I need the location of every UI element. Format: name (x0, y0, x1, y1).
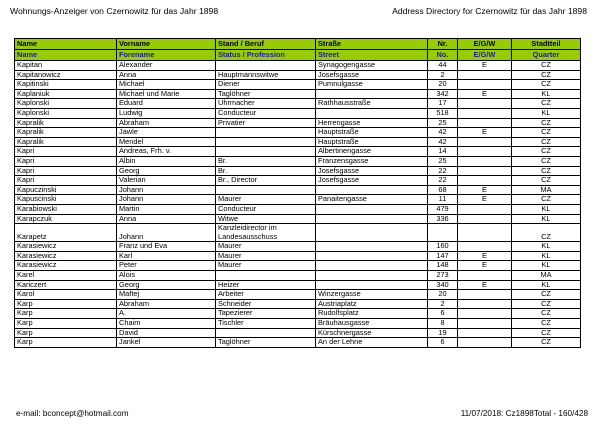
cell-egw (458, 242, 512, 252)
cell-profession: Hauptmannswitwe (216, 70, 316, 80)
table-row (15, 99, 581, 109)
cell-street: Winzergasse (316, 290, 428, 300)
cell-profession: Maurer (216, 261, 316, 271)
cell-name: Kaplonski (15, 108, 117, 118)
cell-forename: Franz und Eva (117, 242, 216, 252)
cell-profession: Arbeiter (216, 290, 316, 300)
cell-quarter: KL (512, 89, 581, 99)
cell-street (316, 214, 428, 224)
table-row (15, 166, 581, 176)
cell-forename: Valerian (117, 176, 216, 186)
directory-table (14, 38, 581, 348)
cell-egw: E (458, 61, 512, 71)
cell-quarter: KL (512, 261, 581, 271)
cell-forename: Anna (117, 214, 216, 224)
footer-page-info: 11/07/2018: Cz1898Total - 160/428 (460, 409, 588, 418)
cell-quarter: CZ (512, 290, 581, 300)
cell-forename: David (117, 328, 216, 338)
cell-quarter: KL (512, 108, 581, 118)
table-row (15, 195, 581, 205)
cell-egw (458, 118, 512, 128)
directory-rows (15, 61, 581, 348)
cell-street: Austriaplatz (316, 299, 428, 309)
cell-street: Josefsgasse (316, 70, 428, 80)
cell-street (316, 89, 428, 99)
cell-forename: Alois (117, 271, 216, 281)
cell-profession (216, 185, 316, 195)
table-row (15, 261, 581, 271)
cell-profession: Maurer (216, 251, 316, 261)
cell-quarter: CZ (512, 299, 581, 309)
cell-number: 22 (428, 166, 458, 176)
cell-name: Karel (15, 271, 117, 281)
cell-number: 19 (428, 328, 458, 338)
cell-street (316, 185, 428, 195)
cell-quarter: CZ (512, 195, 581, 205)
cell-street: Panaitengasse (316, 195, 428, 205)
cell-name: Kapralik (15, 137, 117, 147)
cell-egw (458, 290, 512, 300)
table-row (15, 185, 581, 195)
cell-street (316, 271, 428, 281)
cell-egw (458, 338, 512, 348)
cell-quarter: CZ (512, 319, 581, 329)
header-row-de (15, 39, 581, 50)
cell-forename: Georg (117, 280, 216, 290)
col-nr: Nr. (428, 39, 458, 50)
table-row (15, 176, 581, 186)
cell-egw (458, 108, 512, 118)
cell-number: 2 (428, 299, 458, 309)
cell-quarter: KL (512, 251, 581, 261)
cell-profession (216, 128, 316, 138)
cell-name: Kapitanowicz (15, 70, 117, 80)
cell-street (316, 204, 428, 214)
cell-forename: Michael (117, 80, 216, 90)
cell-egw (458, 137, 512, 147)
col-profession-en: Status / Profession (216, 50, 316, 61)
cell-street: Albertinengasse (316, 147, 428, 157)
cell-forename: Alexander (117, 61, 216, 71)
table-row (15, 147, 581, 157)
cell-quarter: CZ (512, 118, 581, 128)
cell-egw (458, 309, 512, 319)
cell-street: Rathhausstraße (316, 99, 428, 109)
cell-name: Karapetz (15, 224, 117, 242)
cell-quarter: CZ (512, 156, 581, 166)
cell-number: 11 (428, 195, 458, 205)
cell-quarter: CZ (512, 99, 581, 109)
cell-name: Karp (15, 299, 117, 309)
cell-egw (458, 328, 512, 338)
cell-egw (458, 319, 512, 329)
cell-name: Karasiewicz (15, 261, 117, 271)
col-egw-en: E/G/W (458, 50, 512, 61)
cell-profession: Br., Director (216, 176, 316, 186)
cell-forename: Abraham (117, 299, 216, 309)
cell-name: Karol (15, 290, 117, 300)
cell-number (428, 224, 458, 242)
cell-forename: Chaim (117, 319, 216, 329)
cell-street: Kürschnergasse (316, 328, 428, 338)
table-row (15, 251, 581, 261)
cell-number: 6 (428, 309, 458, 319)
cell-number: 518 (428, 108, 458, 118)
table-row (15, 156, 581, 166)
table-row (15, 118, 581, 128)
cell-name: Kapralik (15, 128, 117, 138)
cell-profession (216, 328, 316, 338)
table-row (15, 204, 581, 214)
cell-number: 8 (428, 319, 458, 329)
cell-quarter: CZ (512, 338, 581, 348)
cell-forename: Johann (117, 185, 216, 195)
cell-number: 20 (428, 290, 458, 300)
cell-profession: Witwe (216, 214, 316, 224)
cell-quarter: CZ (512, 147, 581, 157)
cell-number: 44 (428, 61, 458, 71)
cell-street (316, 242, 428, 252)
cell-profession (216, 147, 316, 157)
cell-egw: E (458, 128, 512, 138)
cell-profession: Conducteur (216, 108, 316, 118)
cell-forename: Jawle (117, 128, 216, 138)
col-name: Name (15, 39, 117, 50)
cell-egw: E (458, 89, 512, 99)
table-row (15, 290, 581, 300)
cell-egw (458, 156, 512, 166)
cell-number: 340 (428, 280, 458, 290)
cell-number: 68 (428, 185, 458, 195)
cell-quarter: CZ (512, 166, 581, 176)
cell-profession: Diener (216, 80, 316, 90)
cell-quarter: MA (512, 271, 581, 281)
cell-egw (458, 99, 512, 109)
cell-name: Kapitinski (15, 80, 117, 90)
table-row (15, 61, 581, 71)
cell-profession (216, 137, 316, 147)
cell-profession: Br. (216, 156, 316, 166)
cell-number: 147 (428, 251, 458, 261)
col-forename-en: Forename (117, 50, 216, 61)
cell-name: Karp (15, 319, 117, 329)
cell-name: Kapri (15, 176, 117, 186)
cell-quarter: KL (512, 280, 581, 290)
cell-profession: Kanzleidirector im Landesausschuss (216, 224, 316, 242)
cell-egw (458, 147, 512, 157)
cell-profession: Heizer (216, 280, 316, 290)
cell-forename: Martin (117, 204, 216, 214)
cell-street: Synagogengasse (316, 61, 428, 71)
cell-street (316, 108, 428, 118)
cell-profession: Tapezierer (216, 309, 316, 319)
cell-number: 22 (428, 176, 458, 186)
cell-quarter: CZ (512, 80, 581, 90)
col-no-en: No. (428, 50, 458, 61)
cell-name: Kariczert (15, 280, 117, 290)
cell-egw: E (458, 195, 512, 205)
cell-name: Karp (15, 328, 117, 338)
cell-egw (458, 166, 512, 176)
cell-quarter: CZ (512, 309, 581, 319)
cell-name: Kapri (15, 166, 117, 176)
table-row (15, 271, 581, 281)
cell-street: Herrengasse (316, 118, 428, 128)
table-row (15, 80, 581, 90)
cell-name: Kapralik (15, 118, 117, 128)
cell-profession: Uhrmacher (216, 99, 316, 109)
cell-street: Franzensgasse (316, 156, 428, 166)
cell-forename: Johann (117, 195, 216, 205)
col-vorname: Vorname (117, 39, 216, 50)
footer-email: e-mail: bconcept@hotmail.com (16, 409, 129, 418)
cell-forename: Albin (117, 156, 216, 166)
cell-egw: E (458, 261, 512, 271)
cell-profession: Tischler (216, 319, 316, 329)
cell-street: An der Lehne (316, 338, 428, 348)
cell-forename: Andreas, Frh. v. (117, 147, 216, 157)
cell-number: 42 (428, 137, 458, 147)
cell-quarter: CZ (512, 128, 581, 138)
cell-quarter: KL (512, 242, 581, 252)
cell-name: Karasiewicz (15, 242, 117, 252)
cell-street: Hauptstraße (316, 137, 428, 147)
cell-egw (458, 214, 512, 224)
cell-street: Josefsgasse (316, 176, 428, 186)
cell-number: 342 (428, 89, 458, 99)
cell-profession: Schneider (216, 299, 316, 309)
col-stadtteil: Stadtteil (512, 39, 581, 50)
cell-forename: Georg (117, 166, 216, 176)
cell-quarter: CZ (512, 137, 581, 147)
cell-name: Kapuscinski (15, 195, 117, 205)
col-quarter-en: Quarter (512, 50, 581, 61)
cell-name: Karabiowski (15, 204, 117, 214)
cell-forename: Jankel (117, 338, 216, 348)
cell-quarter: MA (512, 185, 581, 195)
cell-forename: Mendel (117, 137, 216, 147)
cell-profession: Maurer (216, 242, 316, 252)
cell-street (316, 224, 428, 242)
cell-number: 14 (428, 147, 458, 157)
cell-egw: E (458, 251, 512, 261)
cell-number: 42 (428, 128, 458, 138)
cell-forename: Eduard (117, 99, 216, 109)
cell-forename: Peter (117, 261, 216, 271)
cell-quarter: CZ (512, 61, 581, 71)
header-row-en (15, 50, 581, 61)
header-title-de: Wohnungs-Anzeiger von Czernowitz für das Jahr 1898 (10, 6, 219, 16)
col-egw: E/G/W (458, 39, 512, 50)
cell-profession: Conducteur (216, 204, 316, 214)
cell-number: 148 (428, 261, 458, 271)
cell-forename: Abraham (117, 118, 216, 128)
table-row (15, 70, 581, 80)
cell-number: 25 (428, 118, 458, 128)
cell-profession: Taglöhner (216, 89, 316, 99)
header-title-en: Address Directory for Czernowitz für das Jahr 1898 (392, 6, 587, 16)
table-row (15, 309, 581, 319)
cell-profession: Br. (216, 166, 316, 176)
cell-egw (458, 204, 512, 214)
cell-quarter: CZ (512, 70, 581, 80)
table-row (15, 89, 581, 99)
cell-forename: Michael und Marie (117, 89, 216, 99)
table-row (15, 224, 581, 242)
cell-profession (216, 271, 316, 281)
col-strasse: Straße (316, 39, 428, 50)
table-row (15, 242, 581, 252)
cell-forename: Maftej (117, 290, 216, 300)
col-stand-beruf: Stand / Beruf (216, 39, 316, 50)
cell-name: Karp (15, 338, 117, 348)
cell-egw: E (458, 185, 512, 195)
cell-number: 17 (428, 99, 458, 109)
cell-forename: A. (117, 309, 216, 319)
cell-street: Rudolfsplatz (316, 309, 428, 319)
cell-name: Kapri (15, 156, 117, 166)
cell-egw (458, 70, 512, 80)
cell-street (316, 261, 428, 271)
col-name-en: Name (15, 50, 117, 61)
cell-quarter: KL (512, 204, 581, 214)
col-street-en: Street (316, 50, 428, 61)
cell-forename: Anna (117, 70, 216, 80)
cell-egw (458, 271, 512, 281)
cell-street: Hauptstraße (316, 128, 428, 138)
cell-forename: Karl (117, 251, 216, 261)
cell-profession (216, 61, 316, 71)
cell-number: 160 (428, 242, 458, 252)
cell-street: Josefsgasse (316, 166, 428, 176)
cell-egw (458, 299, 512, 309)
table-row (15, 319, 581, 329)
cell-number: 273 (428, 271, 458, 281)
cell-profession: Taglöhner (216, 338, 316, 348)
cell-egw (458, 176, 512, 186)
cell-street (316, 280, 428, 290)
cell-street: Bräuhausgasse (316, 319, 428, 329)
table-row (15, 214, 581, 224)
table-row (15, 328, 581, 338)
cell-name: Karp (15, 309, 117, 319)
cell-quarter: CZ (512, 224, 581, 242)
cell-egw (458, 80, 512, 90)
table-row (15, 137, 581, 147)
cell-name: Karasiewicz (15, 251, 117, 261)
cell-number: 479 (428, 204, 458, 214)
cell-street: Pumnulgasse (316, 80, 428, 90)
cell-name: Karapczuk (15, 214, 117, 224)
cell-quarter: KL (512, 214, 581, 224)
cell-number: 336 (428, 214, 458, 224)
cell-name: Kapuczinski (15, 185, 117, 195)
cell-name: Kapitan (15, 61, 117, 71)
cell-name: Kaplaniuk (15, 89, 117, 99)
table-row (15, 299, 581, 309)
table-row (15, 280, 581, 290)
cell-quarter: CZ (512, 328, 581, 338)
cell-quarter: CZ (512, 176, 581, 186)
cell-forename: Johann (117, 224, 216, 242)
cell-name: Kapri (15, 147, 117, 157)
cell-egw (458, 224, 512, 242)
cell-name: Kaplonski (15, 99, 117, 109)
table-row (15, 338, 581, 348)
cell-number: 20 (428, 80, 458, 90)
cell-forename: Ludwig (117, 108, 216, 118)
cell-number: 25 (428, 156, 458, 166)
cell-profession: Maurer (216, 195, 316, 205)
cell-profession: Privatier (216, 118, 316, 128)
cell-egw: E (458, 280, 512, 290)
cell-number: 6 (428, 338, 458, 348)
table-row (15, 108, 581, 118)
cell-street (316, 251, 428, 261)
table-row (15, 128, 581, 138)
cell-number: 2 (428, 70, 458, 80)
